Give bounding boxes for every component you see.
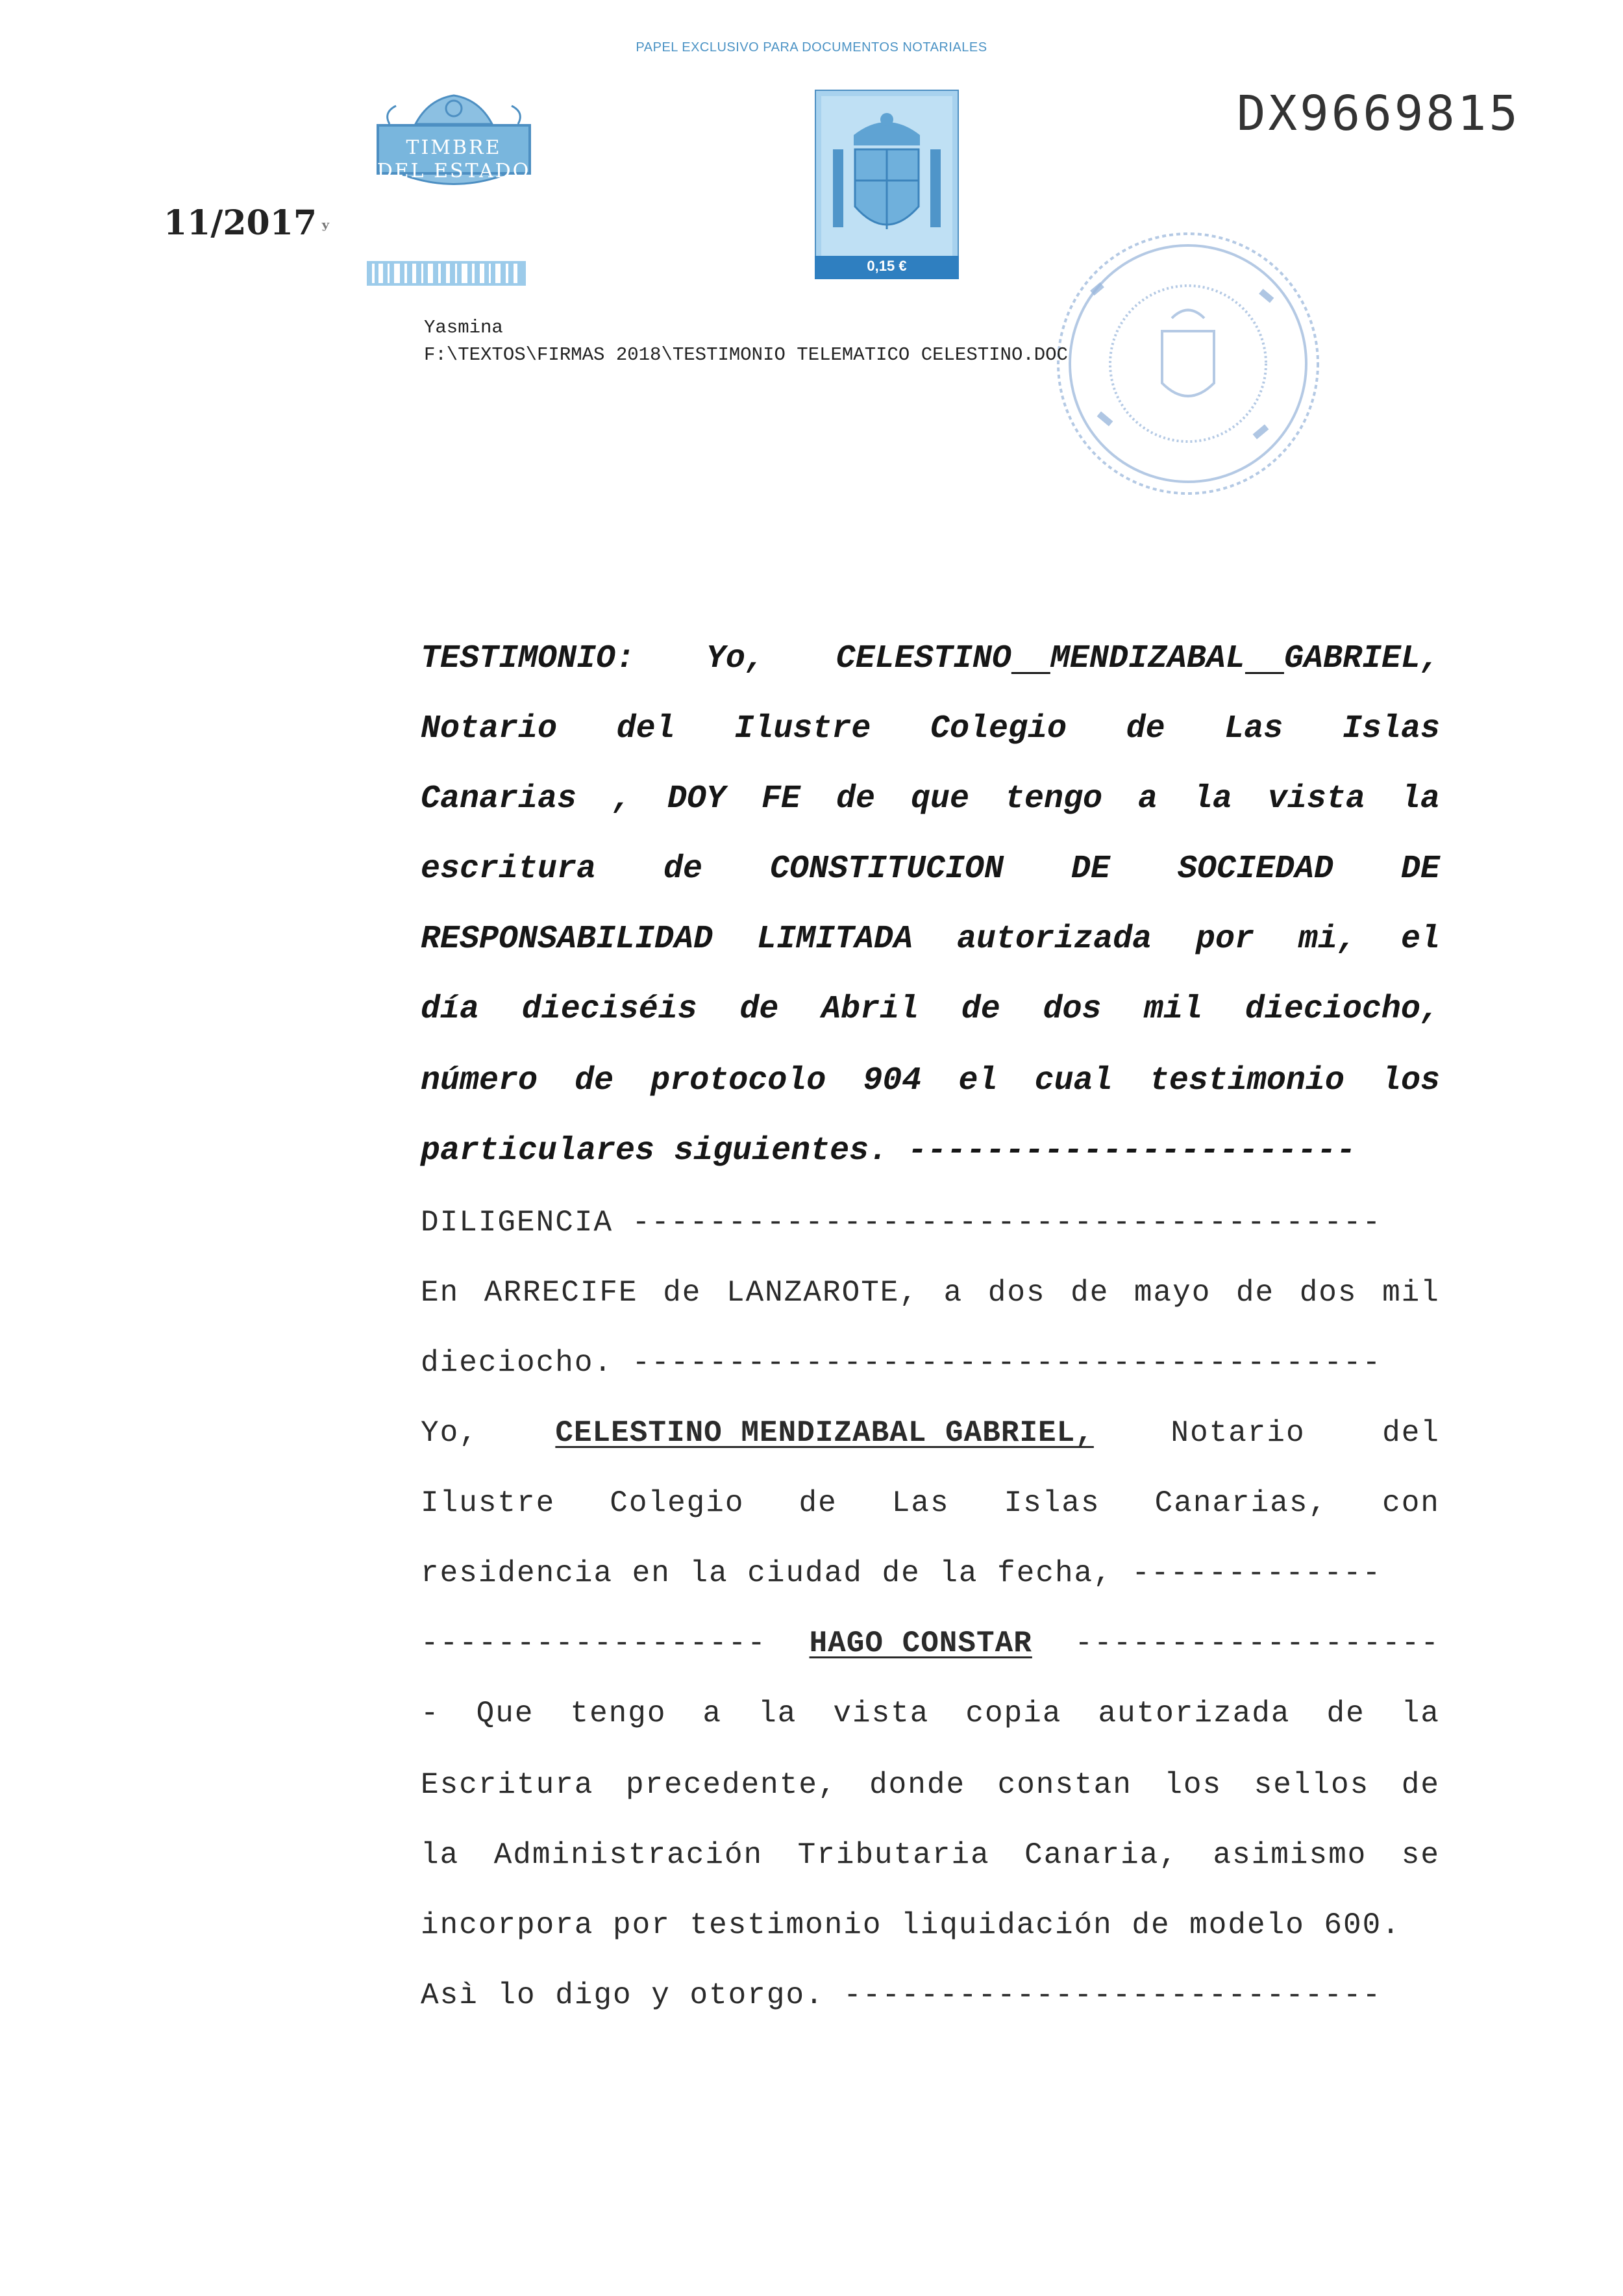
document-serial-number: DX9669815	[1237, 86, 1520, 142]
testimonio-line-7: número de protocolo 904 el cual testimonio los	[421, 1062, 1440, 1099]
word: Yo,	[706, 640, 765, 677]
closing-line: Asì lo digo y otorgo. ----------------------------	[421, 1978, 1382, 2012]
file-author: Yasmina	[424, 317, 503, 338]
constar-line-4: incorpora por testimonio liquidación de modelo 600.	[421, 1908, 1401, 1942]
testimonio-line-5: RESPONSABILIDAD LIMITADA autorizada por mi, el	[421, 921, 1440, 958]
paper-notice: PAPEL EXCLUSIVO PARA DOCUMENTOS NOTARIALES	[636, 40, 987, 55]
diligencia-line-4: Ilustre Colegio de Las Islas Canarias, con	[421, 1486, 1440, 1520]
timbre-del-estado-stamp	[377, 86, 531, 192]
hago-constar-title: HAGO CONSTAR	[809, 1627, 1032, 1660]
timbre-barcode	[367, 261, 526, 286]
diligencia-line-1: En ARRECIFE de LANZAROTE, a dos de mayo de dos mil	[421, 1276, 1440, 1310]
notary-seal-icon	[1045, 221, 1331, 506]
testimonio-line-3: Canarias , DOY FE de que tengo a la vista la	[421, 780, 1440, 817]
timbre-subtitle: DEL ESTADO	[377, 160, 531, 182]
date-stamp-text: 11/2017	[164, 203, 317, 243]
file-path: F:\TEXTOS\FIRMAS 2018\TESTIMONIO TELEMATICO CELESTINO.DOC	[424, 344, 1068, 366]
constar-line-1: - Que tengo a la vista copia autorizada de la	[421, 1697, 1440, 1730]
diligencia-line-5: residencia en la ciudad de la fecha, -------------	[421, 1556, 1382, 1590]
diligencia-line-2: dieciocho. ---------------------------------------	[421, 1346, 1382, 1380]
diligencia-line-3: Yo, CELESTINO MENDIZABAL GABRIEL, Notario del	[421, 1410, 1440, 1456]
testimonio-line-8: particulares siguientes. -----------------------	[421, 1132, 1356, 1169]
timbre-title: TIMBRE	[406, 136, 502, 159]
date-stamp: 11/2017 ʸ	[164, 203, 330, 243]
fiscal-stamp-coat-of-arms	[815, 90, 959, 279]
notary-name-diligencia: CELESTINO MENDIZABAL GABRIEL,	[555, 1416, 1094, 1450]
hago-constar-heading: ------------------ HAGO CONSTAR -------------------	[421, 1621, 1440, 1666]
fiscal-stamp-value: 0,15 €	[867, 258, 907, 274]
testimonio-line-1	[421, 636, 1440, 682]
testimonio-line-6: día dieciséis de Abril de dos mil dieciocho,	[421, 991, 1440, 1028]
testimonio-line-4: escritura de CONSTITUCION DE SOCIEDAD DE	[421, 851, 1440, 888]
constar-line-2: Escritura precedente, donde constan los sellos de	[421, 1768, 1440, 1802]
testimonio-label: TESTIMONIO:	[421, 640, 636, 677]
testimonio-line-2: Notario del Ilustre Colegio de Las Islas	[421, 710, 1440, 747]
constar-line-3: la Administración Tributaria Canaria, asimismo se	[421, 1838, 1440, 1872]
diligencia-title: DILIGENCIA ---------------------------------------	[421, 1206, 1382, 1240]
notary-name: CELESTINO MENDIZABAL GABRIEL,	[836, 640, 1440, 677]
